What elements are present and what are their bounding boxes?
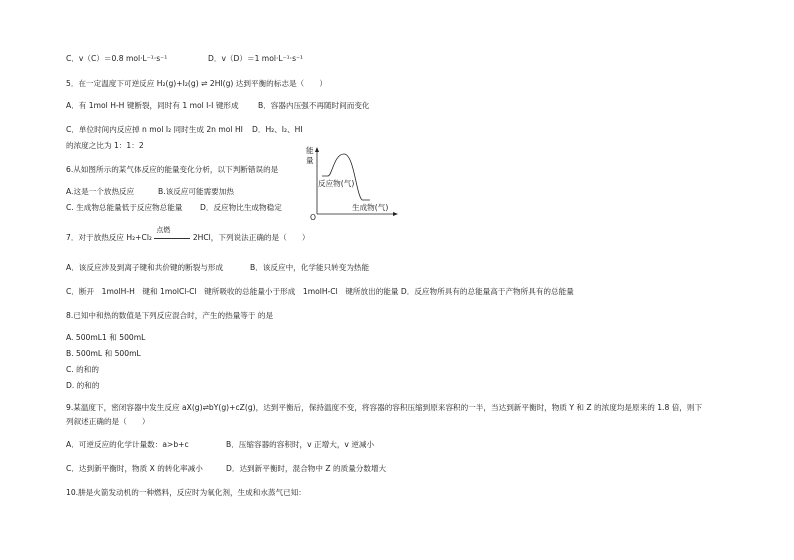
q7-stem-pre: 7．对于放热反应 H₂+Cl₂ — [66, 233, 152, 242]
energy-axis-label-2: 量 — [306, 156, 314, 165]
question-9-stem: 9.某温度下，密闭容器中发生反应 aX(g)⇌bY(g)+cZ(g)，达到平衡后，保持温度不变，将容器的容积压缩到原来容积的一半，当达到新平衡时，物质 Y 和 Z 的浓度均是原来的 1.8 倍，则下 — [66, 403, 703, 412]
q4-option-d: D．v（D）＝1 mol·L⁻¹·s⁻¹ — [208, 54, 304, 63]
energy-diagram — [300, 144, 410, 226]
question-10-stem: 10.肼是火箭发动机的一种燃料，反应时为氧化剂，生成和水蒸气已知： — [66, 488, 306, 497]
reactant-label: 反应物(气) — [318, 179, 355, 188]
q9-option-c: C．达到新平衡时，物质 X 的转化率减小 — [66, 464, 203, 473]
origin-label: O — [310, 213, 316, 222]
question-6-stem: 6.从如图所示的某气体反应的能量变化分析，以下判断错误的是 — [66, 165, 279, 174]
q5-option-d: D．H₂、I₂、HI — [252, 125, 303, 134]
q7-condition: 点燃 — [156, 226, 171, 234]
q5-option-d-cont: 的浓度之比为 1：1：2 — [66, 141, 144, 150]
q8-option-b: B. 500mL 和 500mL — [66, 349, 141, 358]
q6-option-d: D．反应物比生成物稳定 — [200, 203, 282, 212]
question-9-stem-cont: 列叙述正确的是（ ） — [66, 417, 150, 426]
x-axis-arrow-icon — [393, 212, 398, 216]
q4-option-c: C．v（C）＝0.8 mol·L⁻¹·s⁻¹ — [66, 54, 168, 63]
q9-option-d: D．达到新平衡时，混合物中 Z 的质量分数增大 — [226, 464, 387, 473]
q5-option-a: A．有 1mol H-H 键断裂，同时有 1 mol I-I 键形成 — [66, 101, 239, 110]
q7-option-a: A．该反应涉及到离子键和共价键的断裂与形成 — [66, 263, 224, 272]
q5-option-c: C．单位时间内反应掉 n mol I₂ 同时生成 2n mol HI — [66, 125, 243, 134]
question-7-stem — [66, 226, 310, 243]
question-8-stem: 8.已知中和热的数值是下列反应混合时，产生的热量等于 的是 — [66, 311, 274, 320]
q6-option-a: A.这是一个放热反应 — [66, 187, 135, 196]
q8-option-a: A. 500mL1 和 500mL — [66, 333, 146, 342]
q7-option-c-d: C．断开 1molH-H 键和 1molCl-Cl 键所吸收的总能量小于形成 1molH-Cl 键所放出的能量 D．反应物所具有的总能量高于产物所具有的总能量 — [66, 287, 574, 296]
q8-option-d: D. 的和的 — [66, 381, 100, 390]
q8-option-c: C. 的和的 — [66, 365, 99, 374]
question-5-stem: 5．在一定温度下可逆反应 H₂(g)+I₂(g) ⇌ 2HI(g) 达到平衡的标志是（ ） — [66, 79, 327, 88]
q5-option-b: B．容器内压强不再随时间而变化 — [258, 101, 370, 110]
reaction-condition — [154, 226, 190, 243]
y-axis-arrow-icon — [315, 147, 319, 152]
q7-option-b: B．该反应中，化学能只转变为热能 — [250, 263, 370, 272]
product-label: 生成物(气) — [352, 203, 389, 212]
energy-axis-label-1: 能 — [306, 146, 314, 155]
energy-curve — [322, 154, 370, 200]
q9-option-b: B．压缩容器的容积时，v 正增大，v 逆减小 — [226, 440, 375, 449]
q6-option-c: C. 生成物总能量低于反应物总能量 — [66, 203, 183, 212]
reaction-arrow — [154, 238, 190, 239]
q7-stem-post: 2HCl，下列说法正确的是（ ） — [192, 233, 310, 242]
q6-option-b: B.该反应可能需要加热 — [158, 187, 234, 196]
q9-option-a: A．可逆反应的化学计量数：a>b+c — [66, 440, 189, 449]
